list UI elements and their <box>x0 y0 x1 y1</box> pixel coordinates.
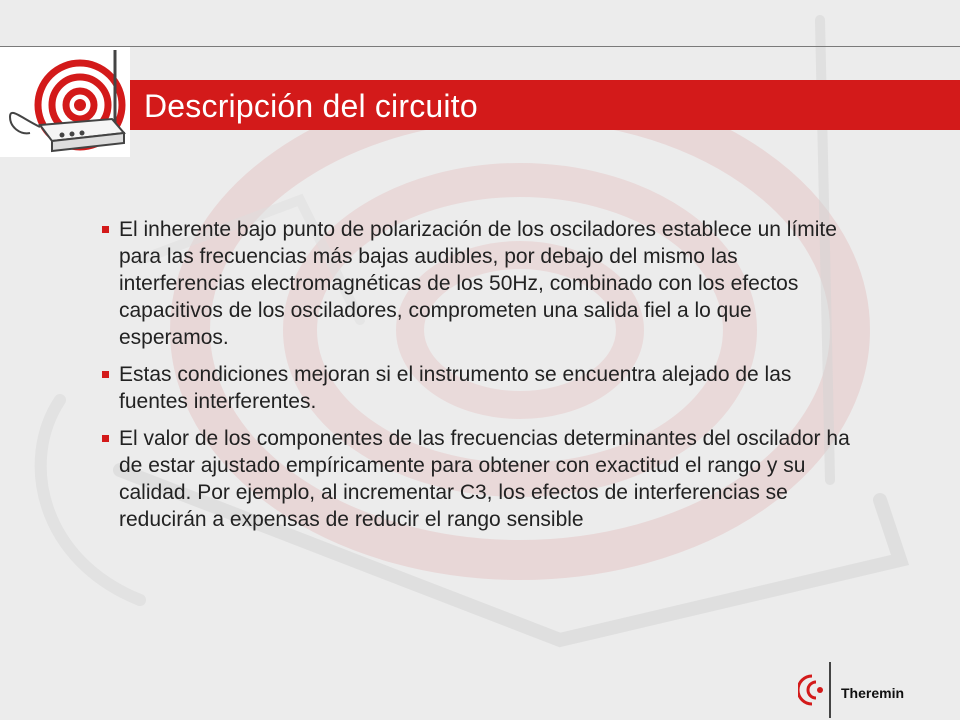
bullet-text: El valor de los componentes de las frecuencias determinantes del oscilador ha de estar ajustado empíricamente para obtener con exactitud el rango y su calidad. Por ejemplo, al incrementar C3, los efectos de interferencias se reducirán a expensas de reducir el rango sensible <box>119 427 850 531</box>
bullet-item <box>102 425 862 533</box>
bullet-text: El inherente bajo punto de polarización de los osciladores establece un límite para las frecuencias más bajas audibles, por debajo del mismo las interferencias electromagnéticas de los 50Hz, combinado con los efectos capacitivos de los osciladores, comprometen una salida fiel a lo que esperamos. <box>119 218 837 349</box>
bullet-list <box>102 216 862 543</box>
title-bar <box>130 80 960 130</box>
slide-title: Descripción del circuito <box>144 88 478 124</box>
bullet-square-icon <box>102 435 109 442</box>
theremin-logo-icon <box>0 47 130 157</box>
bullet-square-icon <box>102 371 109 378</box>
bullet-text: Estas condiciones mejoran si el instrumento se encuentra alejado de las fuentes interferentes. <box>119 363 792 413</box>
theremin-small-logo-icon <box>798 660 838 720</box>
bullet-square-icon <box>102 226 109 233</box>
footer-label: Theremin <box>841 685 905 701</box>
top-divider <box>0 46 960 47</box>
bullet-item <box>102 361 862 415</box>
bullet-item <box>102 216 862 351</box>
